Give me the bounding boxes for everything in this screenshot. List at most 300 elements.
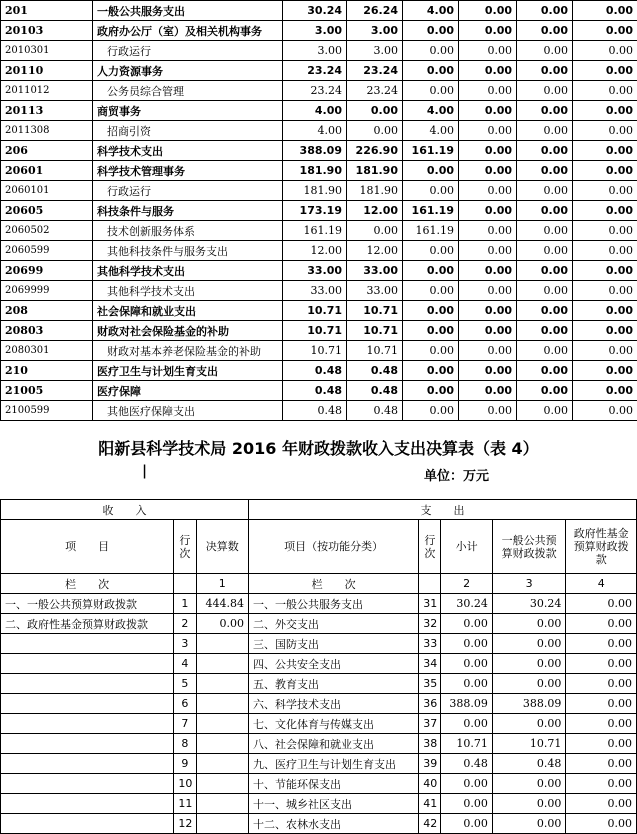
basic-expense-cell: 10.71 — [347, 301, 403, 321]
subject-name-cell: 人力资源事务 — [93, 61, 283, 81]
income-header: 收 入 — [1, 500, 249, 520]
line-no-cell: 6 — [174, 694, 196, 714]
table-row — [1, 341, 637, 361]
line-no-cell: 7 — [174, 714, 196, 734]
subject-code-cell: 206 — [1, 141, 93, 161]
col-number-3: 3 — [492, 574, 566, 594]
value-cell: 0.00 — [573, 261, 637, 281]
subject-name-cell: 技术创新服务体系 — [93, 221, 283, 241]
subject-code-cell: 20803 — [1, 321, 93, 341]
expense-item-cell: 三、国防支出 — [248, 634, 418, 654]
table-row — [1, 754, 637, 774]
value-cell: 0.00 — [573, 281, 637, 301]
table-row — [1, 81, 637, 101]
expense-item-cell: 五、教育支出 — [248, 674, 418, 694]
final-amount-cell — [196, 794, 248, 814]
value-cell: 0.00 — [459, 21, 517, 41]
value-cell: 0.00 — [573, 41, 637, 61]
value-cell: 0.00 — [459, 341, 517, 361]
value-cell: 0.00 — [517, 81, 573, 101]
subject-code-cell: 2010301 — [1, 41, 93, 61]
value-cell: 0.00 — [573, 401, 637, 421]
basic-expense-cell: 0.00 — [347, 221, 403, 241]
project-expense-cell: 0.00 — [403, 321, 459, 341]
basic-expense-cell: 3.00 — [347, 21, 403, 41]
subject-name-cell: 其他科学技术支出 — [93, 261, 283, 281]
subject-name-cell: 财政对社会保险基金的补助 — [93, 321, 283, 341]
basic-expense-cell: 12.00 — [347, 241, 403, 261]
subject-name-cell: 科技条件与服务 — [93, 201, 283, 221]
gov-fund-cell: 0.00 — [566, 654, 637, 674]
final-amount-cell — [196, 774, 248, 794]
subtotal-cell: 0.00 — [441, 714, 492, 734]
value-cell: 0.00 — [573, 221, 637, 241]
general-budget-cell: 0.00 — [492, 634, 566, 654]
subject-code-cell: 2069999 — [1, 281, 93, 301]
basic-expense-cell: 0.48 — [347, 381, 403, 401]
final-amount-cell: 0.00 — [196, 614, 248, 634]
value-cell: 0.00 — [459, 61, 517, 81]
col-number-4: 4 — [566, 574, 637, 594]
text-cursor: | — [142, 463, 147, 479]
value-cell: 0.00 — [573, 101, 637, 121]
report-title: 阳新县科学技术局 2016 年财政拨款收入支出决算表（表 4） — [0, 436, 637, 459]
general-budget-cell: 0.00 — [492, 814, 566, 834]
basic-expense-cell: 181.90 — [347, 161, 403, 181]
line-no2-cell: 38 — [419, 734, 441, 754]
col-label: 栏 次 — [1, 574, 174, 594]
line-no2-cell: 42 — [419, 814, 441, 834]
gov-fund-cell: 0.00 — [566, 754, 637, 774]
unit-label: 单位：万元 — [424, 465, 489, 484]
value-cell: 0.00 — [517, 241, 573, 261]
subject-code-cell: 201 — [1, 1, 93, 21]
line-no2-cell: 40 — [419, 774, 441, 794]
value-cell: 0.00 — [517, 321, 573, 341]
value-cell: 0.00 — [459, 1, 517, 21]
table-row — [1, 361, 637, 381]
line-no-cell: 11 — [174, 794, 196, 814]
project-expense-cell: 0.00 — [403, 381, 459, 401]
subject-name-cell: 社会保障和就业支出 — [93, 301, 283, 321]
general-budget-cell: 388.09 — [492, 694, 566, 714]
general-budget-cell: 0.00 — [492, 794, 566, 814]
gov-fund-cell: 0.00 — [566, 774, 637, 794]
table-row — [1, 614, 637, 634]
subject-code-cell: 20605 — [1, 201, 93, 221]
basic-expense-cell: 0.00 — [347, 121, 403, 141]
subtotal-cell: 10.71 — [441, 734, 492, 754]
table-row — [1, 221, 637, 241]
blank-cell — [174, 574, 196, 594]
project-expense-cell: 0.00 — [403, 281, 459, 301]
subject-name-cell: 政府办公厅（室）及相关机构事务 — [93, 21, 283, 41]
value-cell: 0.00 — [573, 21, 637, 41]
line-no-cell: 4 — [174, 654, 196, 674]
value-cell: 0.00 — [459, 281, 517, 301]
header-row-2 — [1, 520, 637, 574]
expense-item-cell: 七、文化体育与传媒支出 — [248, 714, 418, 734]
expense-item-cell: 二、外交支出 — [248, 614, 418, 634]
line-no-cell: 12 — [174, 814, 196, 834]
value-cell: 0.00 — [517, 401, 573, 421]
value-cell: 0.00 — [459, 81, 517, 101]
income-item-cell — [1, 794, 174, 814]
subtotal-cell: 0.00 — [441, 654, 492, 674]
value-cell: 0.00 — [517, 1, 573, 21]
total-cell: 10.71 — [283, 341, 347, 361]
subject-name-cell: 其他医疗保障支出 — [93, 401, 283, 421]
total-cell: 33.00 — [283, 261, 347, 281]
table-row — [1, 401, 637, 421]
gov-fund-cell: 0.00 — [566, 674, 637, 694]
line-no-header: 行次 — [174, 520, 196, 574]
subtotal-cell: 0.00 — [441, 794, 492, 814]
total-cell: 161.19 — [283, 221, 347, 241]
general-budget-cell: 10.71 — [492, 734, 566, 754]
general-budget-cell: 0.00 — [492, 674, 566, 694]
income-item-cell — [1, 674, 174, 694]
project-expense-cell: 0.00 — [403, 61, 459, 81]
basic-expense-cell: 33.00 — [347, 281, 403, 301]
total-cell: 0.48 — [283, 381, 347, 401]
subject-name-cell: 财政对基本养老保险基金的补助 — [93, 341, 283, 361]
subject-name-cell: 一般公共服务支出 — [93, 1, 283, 21]
table-row — [1, 61, 637, 81]
subtotal-cell: 0.00 — [441, 814, 492, 834]
subject-name-cell: 科学技术管理事务 — [93, 161, 283, 181]
value-cell: 0.00 — [517, 341, 573, 361]
line-no2-cell: 33 — [419, 634, 441, 654]
general-budget-cell: 0.48 — [492, 754, 566, 774]
value-cell: 0.00 — [573, 241, 637, 261]
total-cell: 10.71 — [283, 321, 347, 341]
project-expense-cell: 4.00 — [403, 121, 459, 141]
total-cell: 30.24 — [283, 1, 347, 21]
basic-expense-cell: 226.90 — [347, 141, 403, 161]
total-cell: 10.71 — [283, 301, 347, 321]
value-cell: 0.00 — [517, 21, 573, 41]
subtotal-cell: 0.00 — [441, 614, 492, 634]
value-cell: 0.00 — [459, 361, 517, 381]
line-no2-cell: 39 — [419, 754, 441, 774]
value-cell: 0.00 — [459, 101, 517, 121]
subject-code-cell: 2060101 — [1, 181, 93, 201]
total-cell: 4.00 — [283, 101, 347, 121]
final-amount-cell — [196, 714, 248, 734]
expense-item-cell: 四、公共安全支出 — [248, 654, 418, 674]
final-amount-header: 决算数 — [196, 520, 248, 574]
basic-expense-cell: 12.00 — [347, 201, 403, 221]
gov-fund-cell: 0.00 — [566, 694, 637, 714]
table-row — [1, 814, 637, 834]
basic-expense-cell: 23.24 — [347, 61, 403, 81]
value-cell: 0.00 — [573, 141, 637, 161]
line-no2-cell: 36 — [419, 694, 441, 714]
subject-name-cell: 科学技术支出 — [93, 141, 283, 161]
general-budget-cell: 0.00 — [492, 714, 566, 734]
total-cell: 181.90 — [283, 181, 347, 201]
value-cell: 0.00 — [573, 81, 637, 101]
basic-expense-cell: 181.90 — [347, 181, 403, 201]
table-row — [1, 41, 637, 61]
general-budget-cell: 30.24 — [492, 594, 566, 614]
value-cell: 0.00 — [517, 361, 573, 381]
general-budget-header: 一般公共预算财政拨款 — [492, 520, 566, 574]
total-cell: 23.24 — [283, 81, 347, 101]
income-expense-table — [0, 499, 637, 834]
subject-code-cell: 2060599 — [1, 241, 93, 261]
final-amount-cell — [196, 654, 248, 674]
value-cell: 0.00 — [517, 41, 573, 61]
value-cell: 0.00 — [573, 341, 637, 361]
final-amount-cell — [196, 694, 248, 714]
subtotal-cell: 0.00 — [441, 674, 492, 694]
income-item-cell — [1, 774, 174, 794]
subject-code-cell: 2011308 — [1, 121, 93, 141]
value-cell: 0.00 — [573, 121, 637, 141]
income-item-cell: 一、一般公共预算财政拨款 — [1, 594, 174, 614]
table-row — [1, 121, 637, 141]
subject-code-cell: 2100599 — [1, 401, 93, 421]
table-row — [1, 141, 637, 161]
project-expense-cell: 0.00 — [403, 401, 459, 421]
value-cell: 0.00 — [459, 321, 517, 341]
income-item-cell — [1, 694, 174, 714]
value-cell: 0.00 — [517, 301, 573, 321]
subtotal-header: 小计 — [441, 520, 492, 574]
table-row — [1, 261, 637, 281]
header-row-1 — [1, 500, 637, 520]
expense-header: 支 出 — [248, 500, 636, 520]
basic-expense-cell: 26.24 — [347, 1, 403, 21]
table-row — [1, 674, 637, 694]
total-cell: 3.00 — [283, 21, 347, 41]
value-cell: 0.00 — [517, 121, 573, 141]
col-number-2: 2 — [441, 574, 492, 594]
expense-item-cell: 一、一般公共服务支出 — [248, 594, 418, 614]
value-cell: 0.00 — [517, 281, 573, 301]
line-no2-cell: 37 — [419, 714, 441, 734]
project-expense-cell: 0.00 — [403, 341, 459, 361]
value-cell: 0.00 — [459, 41, 517, 61]
gov-fund-cell: 0.00 — [566, 814, 637, 834]
project-expense-cell: 0.00 — [403, 181, 459, 201]
table-row — [1, 101, 637, 121]
value-cell: 0.00 — [573, 1, 637, 21]
table-row — [1, 181, 637, 201]
subtotal-cell: 0.48 — [441, 754, 492, 774]
value-cell: 0.00 — [459, 301, 517, 321]
expense-item-cell: 十、节能环保支出 — [248, 774, 418, 794]
gov-fund-cell: 0.00 — [566, 614, 637, 634]
income-item-cell — [1, 734, 174, 754]
income-item-cell — [1, 814, 174, 834]
value-cell: 0.00 — [573, 321, 637, 341]
project-expense-cell: 0.00 — [403, 361, 459, 381]
table-row — [1, 381, 637, 401]
value-cell: 0.00 — [459, 161, 517, 181]
general-budget-cell: 0.00 — [492, 654, 566, 674]
line-no-cell: 1 — [174, 594, 196, 614]
gov-fund-cell: 0.00 — [566, 594, 637, 614]
value-cell: 0.00 — [517, 201, 573, 221]
income-item-cell — [1, 754, 174, 774]
value-cell: 0.00 — [517, 221, 573, 241]
table-row — [1, 321, 637, 341]
subject-code-cell: 20110 — [1, 61, 93, 81]
item-func-header: 项目（按功能分类） — [248, 520, 418, 574]
line-no-cell: 5 — [174, 674, 196, 694]
project-expense-cell: 0.00 — [403, 241, 459, 261]
project-expense-cell: 0.00 — [403, 301, 459, 321]
basic-expense-cell: 33.00 — [347, 261, 403, 281]
project-expense-cell: 0.00 — [403, 161, 459, 181]
subject-code-cell: 2060502 — [1, 221, 93, 241]
project-expense-cell: 161.19 — [403, 141, 459, 161]
final-amount-cell — [196, 674, 248, 694]
subject-code-cell: 2011012 — [1, 81, 93, 101]
total-cell: 181.90 — [283, 161, 347, 181]
line-no2-cell: 32 — [419, 614, 441, 634]
subject-code-cell: 210 — [1, 361, 93, 381]
income-item-cell — [1, 634, 174, 654]
subject-code-cell: 21005 — [1, 381, 93, 401]
subject-name-cell: 招商引资 — [93, 121, 283, 141]
line-no-cell: 10 — [174, 774, 196, 794]
subject-code-cell: 20601 — [1, 161, 93, 181]
expense-item-cell: 六、科学技术支出 — [248, 694, 418, 714]
subject-name-cell: 行政运行 — [93, 181, 283, 201]
total-cell: 23.24 — [283, 61, 347, 81]
total-cell: 173.19 — [283, 201, 347, 221]
income-item-cell — [1, 654, 174, 674]
subtotal-cell: 0.00 — [441, 774, 492, 794]
subtotal-cell: 388.09 — [441, 694, 492, 714]
value-cell: 0.00 — [459, 201, 517, 221]
value-cell: 0.00 — [517, 181, 573, 201]
subject-name-cell: 医疗保障 — [93, 381, 283, 401]
value-cell: 0.00 — [573, 301, 637, 321]
subject-name-cell: 商贸事务 — [93, 101, 283, 121]
line-no-cell: 9 — [174, 754, 196, 774]
value-cell: 0.00 — [459, 261, 517, 281]
total-cell: 33.00 — [283, 281, 347, 301]
col-label-2: 栏 次 — [248, 574, 418, 594]
project-expense-cell: 4.00 — [403, 1, 459, 21]
value-cell: 0.00 — [573, 361, 637, 381]
value-cell: 0.00 — [459, 181, 517, 201]
basic-expense-cell: 23.24 — [347, 81, 403, 101]
line-no2-header: 行次 — [419, 520, 441, 574]
table-row — [1, 714, 637, 734]
expense-item-cell: 十一、城乡社区支出 — [248, 794, 418, 814]
value-cell: 0.00 — [573, 201, 637, 221]
expense-item-cell: 九、医疗卫生与计划生育支出 — [248, 754, 418, 774]
subject-name-cell: 医疗卫生与计划生育支出 — [93, 361, 283, 381]
value-cell: 0.00 — [517, 141, 573, 161]
total-cell: 3.00 — [283, 41, 347, 61]
basic-expense-cell: 0.00 — [347, 101, 403, 121]
subject-name-cell: 其他科学技术支出 — [93, 281, 283, 301]
table-row — [1, 241, 637, 261]
subject-code-cell: 20699 — [1, 261, 93, 281]
total-cell: 4.00 — [283, 121, 347, 141]
table-row — [1, 281, 637, 301]
subject-name-cell: 公务员综合管理 — [93, 81, 283, 101]
project-expense-cell: 161.19 — [403, 201, 459, 221]
income-item-cell — [1, 714, 174, 734]
value-cell: 0.00 — [517, 261, 573, 281]
subtotal-cell: 0.00 — [441, 634, 492, 654]
item-header: 项 目 — [1, 520, 174, 574]
basic-expense-cell: 10.71 — [347, 321, 403, 341]
table-row — [1, 694, 637, 714]
value-cell: 0.00 — [459, 121, 517, 141]
line-no2-cell: 31 — [419, 594, 441, 614]
project-expense-cell: 0.00 — [403, 41, 459, 61]
project-expense-cell: 4.00 — [403, 101, 459, 121]
final-amount-cell: 444.84 — [196, 594, 248, 614]
project-expense-cell: 161.19 — [403, 221, 459, 241]
table-row — [1, 774, 637, 794]
project-expense-cell: 0.00 — [403, 261, 459, 281]
gov-fund-cell: 0.00 — [566, 734, 637, 754]
subject-name-cell: 其他科技条件与服务支出 — [93, 241, 283, 261]
line-no-cell: 2 — [174, 614, 196, 634]
gov-fund-cell: 0.00 — [566, 634, 637, 654]
value-cell: 0.00 — [573, 181, 637, 201]
value-cell: 0.00 — [517, 101, 573, 121]
final-amount-cell — [196, 734, 248, 754]
col-number-1: 1 — [196, 574, 248, 594]
line-no-cell: 8 — [174, 734, 196, 754]
value-cell: 0.00 — [573, 381, 637, 401]
basic-expense-cell: 0.48 — [347, 401, 403, 421]
final-amount-cell — [196, 814, 248, 834]
subject-code-cell: 20113 — [1, 101, 93, 121]
total-cell: 0.48 — [283, 401, 347, 421]
expense-item-cell: 十二、农林水支出 — [248, 814, 418, 834]
subject-code-cell: 20103 — [1, 21, 93, 41]
final-amount-cell — [196, 754, 248, 774]
value-cell: 0.00 — [573, 161, 637, 181]
table-row — [1, 594, 637, 614]
table-row — [1, 21, 637, 41]
total-cell: 388.09 — [283, 141, 347, 161]
basic-expense-cell: 10.71 — [347, 341, 403, 361]
value-cell: 0.00 — [517, 161, 573, 181]
basic-expense-cell: 0.48 — [347, 361, 403, 381]
project-expense-cell: 0.00 — [403, 81, 459, 101]
project-expense-cell: 0.00 — [403, 21, 459, 41]
value-cell: 0.00 — [517, 61, 573, 81]
line-no-cell: 3 — [174, 634, 196, 654]
table-row — [1, 201, 637, 221]
value-cell: 0.00 — [459, 221, 517, 241]
basic-expense-cell: 3.00 — [347, 41, 403, 61]
subject-code-cell: 208 — [1, 301, 93, 321]
gov-fund-cell: 0.00 — [566, 794, 637, 814]
table-row — [1, 734, 637, 754]
subject-code-cell: 2080301 — [1, 341, 93, 361]
line-no2-cell: 35 — [419, 674, 441, 694]
table-row — [1, 301, 637, 321]
table-row — [1, 634, 637, 654]
gov-fund-cell: 0.00 — [566, 714, 637, 734]
income-item-cell: 二、政府性基金预算财政拨款 — [1, 614, 174, 634]
gov-fund-header: 政府性基金预算财政拨款 — [566, 520, 637, 574]
